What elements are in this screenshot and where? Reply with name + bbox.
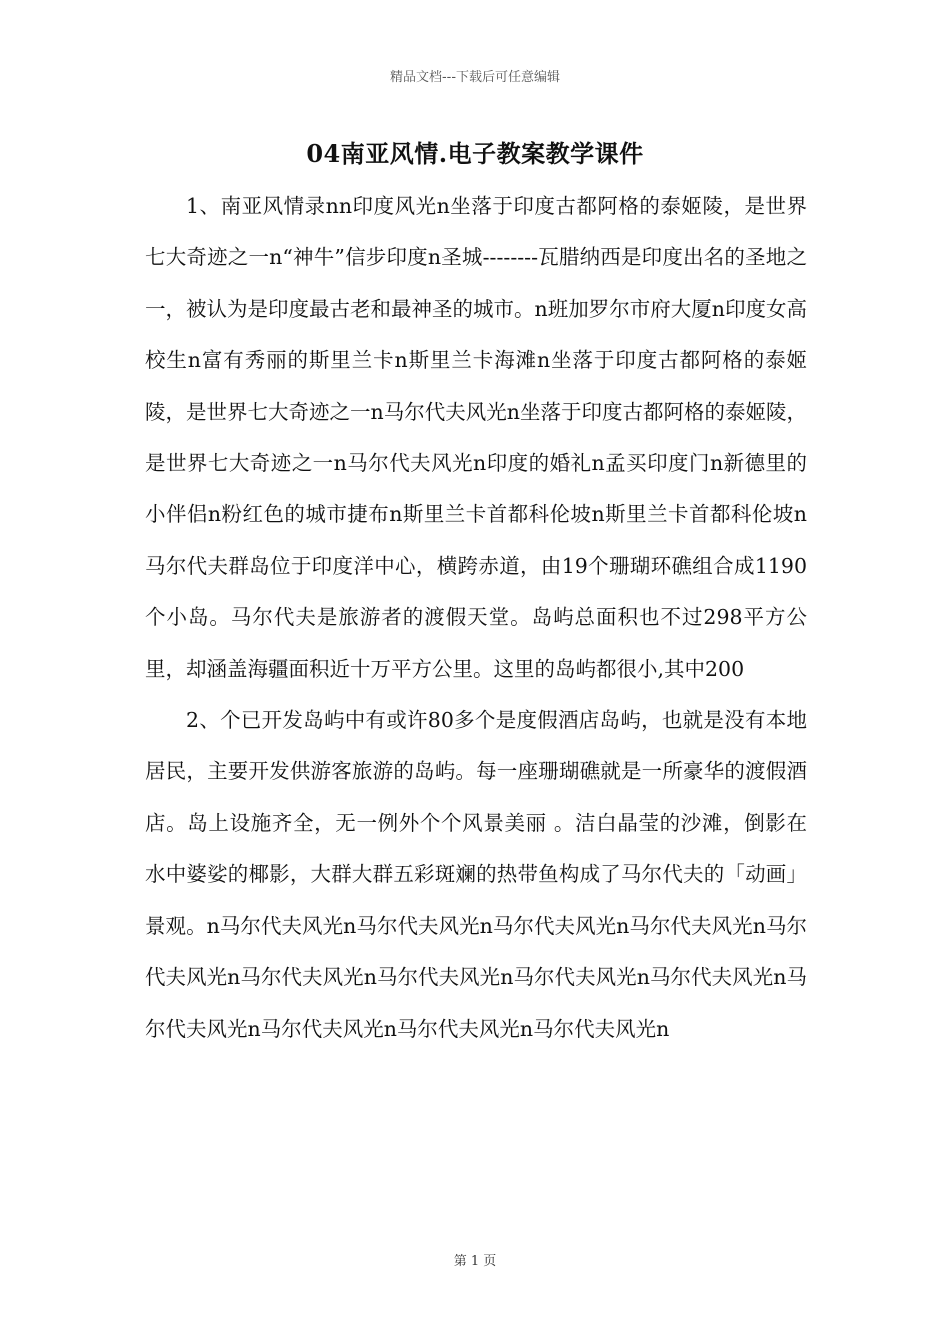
page-header: 精品文档---下载后可任意编辑 bbox=[389, 70, 561, 85]
paragraph-2: 2、个已开发岛屿中有或许80多个是度假酒店岛屿，也就是没有本地居民，主要开发供游客旅游的岛屿。每一座珊瑚礁就是一所豪华的渡假酒店。岛上设施齐全，无一例外个个风景美丽 。洁白晶莹的沙滩，倒影在水中婆娑的椰影，大群大群五彩斑斓的热带鱼构成了马尔代夫的「动画」景观。n马尔代夫风光n马尔代夫风光n马尔代夫风光n马尔代夫风光n马尔代夫风光n马尔代夫风光n马尔代夫风光n马尔代夫风光n马尔代夫风光n马尔代夫风光n马尔代夫风光n马尔代夫风光n马尔代夫风光n bbox=[145, 708, 807, 1041]
document-title: 04南亚风情.电子教案教学课件 bbox=[306, 139, 644, 168]
page-number: 第 1 页 bbox=[453, 1254, 497, 1269]
document-body bbox=[145, 181, 807, 1055]
paragraph-1: 1、南亚风情录nn印度风光n坐落于印度古都阿格的泰姬陵，是世界七大奇迹之一n“神牛”信步印度n圣城--------瓦腊纳西是印度出名的圣地之一，被认为是印度最古老和最神圣的城市。n班加罗尔市府大厦n印度女高校生n富有秀丽的斯里兰卡n斯里兰卡海滩n坐落于印度古都阿格的泰姬陵，是世界七大奇迹之一n马尔代夫风光n坐落于印度古都阿格的泰姬陵，是世界七大奇迹之一n马尔代夫风光n印度的婚礼n孟买印度门n新德里的小伴侣n粉红色的城市捷布n斯里兰卡首都科伦坡n斯里兰卡首都科伦坡n马尔代夫群岛位于印度洋中心，横跨赤道，由19个珊瑚环礁组合成1190个小岛。马尔代夫是旅游者的渡假天堂。岛屿总面积也不过298平方公里，却涵盖海疆面积近十万平方公里。这里的岛屿都很小,其中200 bbox=[145, 194, 807, 681]
